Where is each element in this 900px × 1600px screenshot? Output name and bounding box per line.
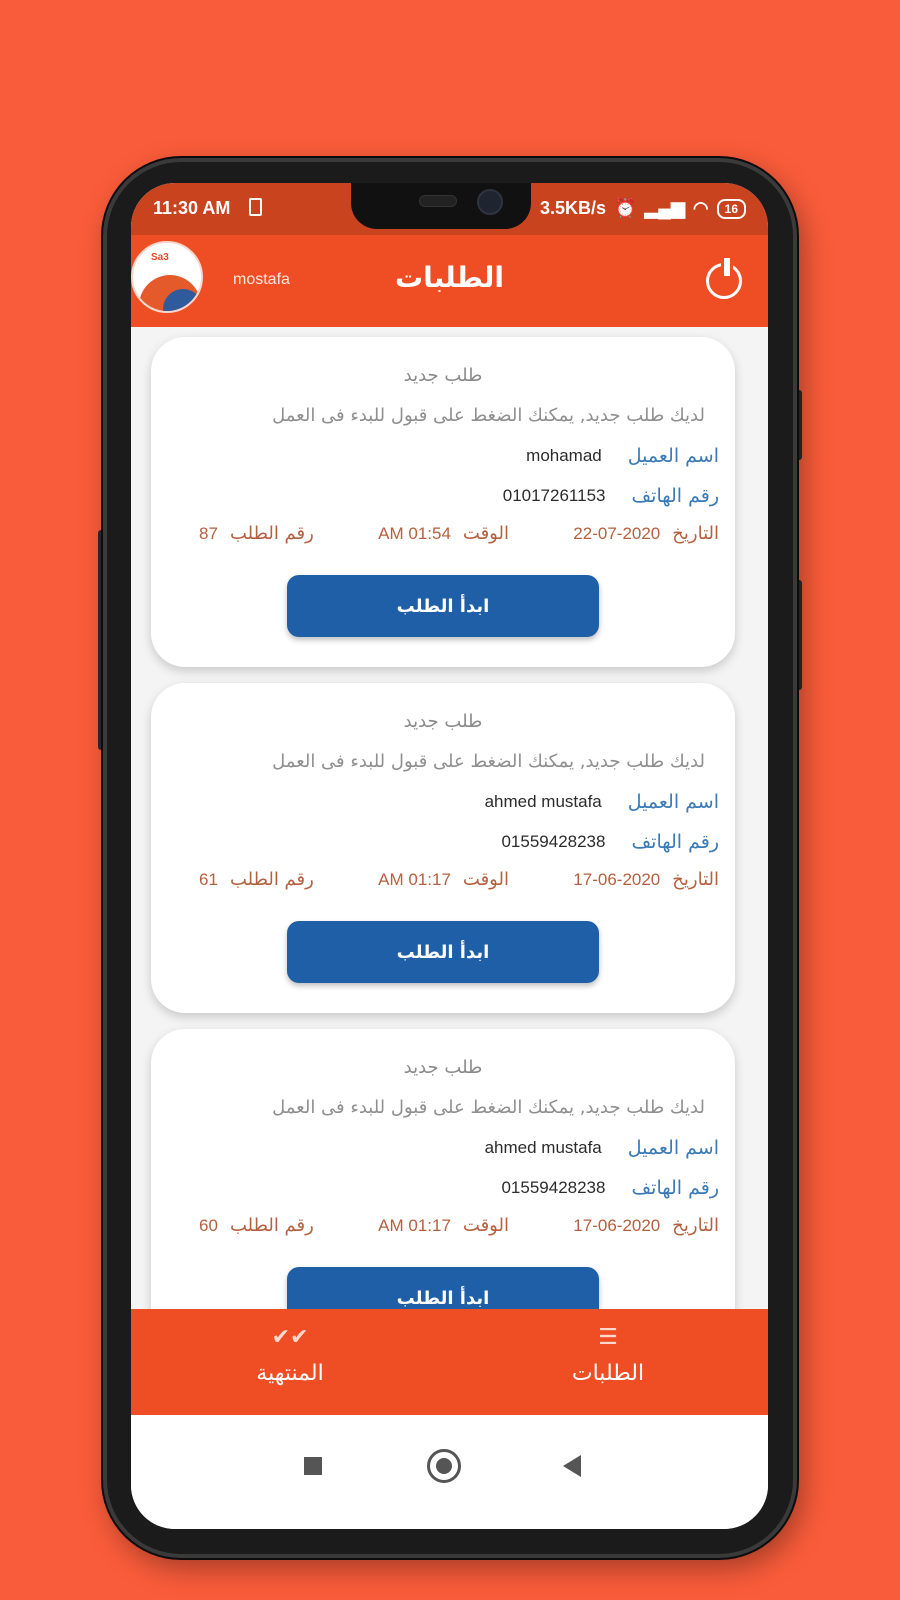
order-number: 61 [199,869,218,889]
phone-number[interactable]: 01017261153 [502,486,606,505]
home-button[interactable] [427,1449,461,1483]
tab-orders-label: الطلبات [571,1361,645,1386]
order-number-group [199,869,314,890]
logout-power-icon[interactable] [706,263,742,299]
app-bar [131,235,768,327]
stack-icon: ☰ [598,1325,618,1350]
system-nav-bar [131,1415,768,1529]
time-label: الوقت [462,869,509,890]
order-title: طلب جديد [403,711,483,732]
avatar-logo-text: Sa3 [151,252,169,263]
client-name: ahmed mustafa [484,1138,602,1157]
page-title: الطلبات [395,261,504,294]
phone-label: رقم الهاتف [631,1177,719,1199]
orders-list[interactable] [131,327,768,1327]
phone-number[interactable]: 01559428238 [501,1178,606,1197]
time-group [378,1215,509,1236]
order-time: AM 01:54 [378,523,451,543]
date-group [573,523,719,544]
phone-row [503,485,719,507]
status-time: 11:30 AM [153,198,231,218]
order-card [151,683,735,1013]
username: mostafa [233,271,290,288]
client-row [485,791,719,813]
tab-finished[interactable] [131,1309,449,1415]
date-label: التاريخ [672,523,719,544]
time-group [378,869,509,890]
order-date: 22-07-2020 [573,523,661,543]
client-label: اسم العميل [627,791,719,813]
client-row [485,1137,719,1159]
signal-icon: ▂▄▆ [644,198,685,218]
order-date: 17-06-2020 [573,869,661,889]
status-indicators [540,198,746,219]
order-description: لديك طلب جديد, يمكنك الضغط على قبول للبدء فى العمل [272,751,705,772]
client-name: mohamad [526,446,602,465]
tab-finished-label: المنتهية [256,1361,324,1386]
client-label: اسم العميل [627,445,719,467]
sd-card-icon [249,198,262,216]
order-number-group [199,1215,314,1236]
order-date: 17-06-2020 [573,1215,661,1235]
date-group [573,869,719,890]
order-time: AM 01:17 [378,1215,451,1235]
wifi-icon: ◠ [692,198,709,218]
order-number: 60 [199,1215,218,1235]
order-number-label: رقم الطلب [229,869,314,890]
order-number-label: رقم الطلب [229,523,314,544]
phone-screen [131,183,768,1529]
order-number-label: رقم الطلب [229,1215,314,1236]
order-meta [199,869,719,890]
client-label: اسم العميل [627,1137,719,1159]
order-description: لديك طلب جديد, يمكنك الضغط على قبول للبدء فى العمل [272,405,705,426]
phone-row [501,1177,719,1199]
back-button[interactable] [563,1455,581,1477]
date-label: التاريخ [672,1215,719,1236]
front-camera [477,189,503,215]
recent-apps-button[interactable] [304,1457,322,1475]
speaker-grille [419,195,457,207]
date-group [573,1215,719,1236]
date-label: التاريخ [672,869,719,890]
start-order-button[interactable]: ابدأ الطلب [287,575,599,637]
time-label: الوقت [462,1215,509,1236]
double-check-icon: ✔✔ [271,1325,309,1350]
order-title: طلب جديد [403,1057,483,1078]
bottom-nav [131,1309,768,1415]
client-row [526,445,719,467]
battery-icon: 16 [717,199,746,219]
client-name: ahmed mustafa [484,792,602,811]
camera-notch [351,183,531,229]
phone-label: رقم الهاتف [631,831,719,853]
order-number-group [199,523,314,544]
start-order-button[interactable]: ابدأ الطلب [287,1267,599,1327]
order-description: لديك طلب جديد, يمكنك الضغط على قبول للبدء فى العمل [272,1097,705,1118]
order-time: AM 01:17 [378,869,451,889]
start-order-button[interactable]: ابدأ الطلب [287,921,599,983]
order-card [151,1029,735,1327]
phone-row [501,831,719,853]
order-meta [199,1215,719,1236]
order-title: طلب جديد [403,365,483,386]
time-label: الوقت [462,523,509,544]
order-number: 87 [199,523,218,543]
order-meta [199,523,719,544]
phone-label: رقم الهاتف [631,485,719,507]
alarm-icon: ⏰ [614,198,637,218]
time-group [378,523,509,544]
phone-number[interactable]: 01559428238 [501,832,606,851]
tab-orders[interactable] [449,1309,767,1415]
order-card [151,337,735,667]
network-speed: 3.5KB/s [540,198,607,218]
